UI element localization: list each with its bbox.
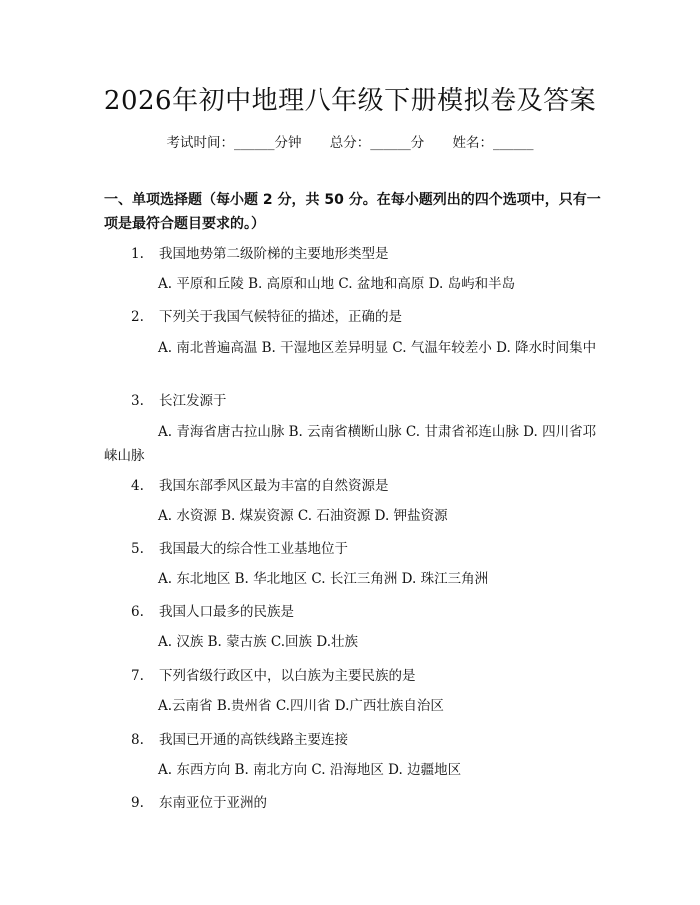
question-options: A. 水资源 B. 煤炭资源 C. 石油资源 D. 钾盐资源 <box>158 508 448 524</box>
question-text: 长江发源于 <box>159 393 227 409</box>
question-options: A.云南省 B.贵州省 C.四川省 D.广西壮族自治区 <box>158 698 444 714</box>
question-text: 我国东部季风区最为丰富的自然资源是 <box>159 478 389 494</box>
question-stem <box>131 602 601 622</box>
question-stem <box>131 730 601 750</box>
question-text: 东南亚位于亚洲的 <box>159 795 267 811</box>
question-text: 下列关于我国气候特征的描述，正确的是 <box>159 309 402 325</box>
question-text: 我国已开通的高铁线路主要连接 <box>159 732 348 748</box>
question-options: A. 东西方向 B. 南北方向 C. 沿海地区 D. 边疆地区 <box>158 762 462 778</box>
question-number: 7. <box>131 668 144 684</box>
student-name: 姓名：______ <box>452 135 534 151</box>
question-options: A. 汉族 B. 蒙古族 C.回族 D.壮族 <box>158 634 358 650</box>
question-options: A. 东北地区 B. 华北地区 C. 长江三角洲 D. 珠江三角洲 <box>158 571 489 587</box>
question-number: 2. <box>131 309 144 325</box>
question-stem <box>131 476 601 496</box>
question-stem <box>131 244 601 264</box>
exam-score: 总分：______分 <box>329 135 425 151</box>
question-stem <box>131 391 601 411</box>
question-options: A. 平原和丘陵 B. 高原和山地 C. 盆地和高原 D. 岛屿和半岛 <box>158 276 516 292</box>
question-text: 我国最大的综合性工业基地位于 <box>159 541 348 557</box>
question-text: 下列省级行政区中，以白族为主要民族的是 <box>159 668 416 684</box>
question-stem <box>131 793 601 813</box>
question-number: 3. <box>131 393 144 409</box>
question-stem <box>131 666 601 686</box>
exam-time: 考试时间：______分钟 <box>166 135 302 151</box>
question-options: A. 南北普遍高温 B. 干湿地区差异明显 C. 气温年较差小 D. 降水时间集中 <box>158 340 597 356</box>
exam-meta <box>0 131 700 151</box>
question-number: 4. <box>131 478 144 494</box>
question-number: 1. <box>131 246 144 262</box>
question-number: 6. <box>131 604 144 620</box>
question-stem <box>131 307 601 327</box>
question-text: 我国人口最多的民族是 <box>159 604 294 620</box>
question-number: 8. <box>131 732 144 748</box>
question-text: 我国地势第二级阶梯的主要地形类型是 <box>159 246 389 262</box>
page-title: 2026年初中地理八年级下册模拟卷及答案 <box>103 86 597 116</box>
question-number: 5. <box>131 541 144 557</box>
question-number: 9. <box>131 795 144 811</box>
section-heading: 一、单项选择题（每小题 2 分，共 50 分。在每小题列出的四个选项中，只有一项是最符合题目要求的。） <box>104 192 601 232</box>
question-options: A. 青海省唐古拉山脉 B. 云南省横断山脉 C. 甘肃省祁连山脉 D. 四川省邛崃山脉 <box>104 424 597 464</box>
question-stem <box>131 539 601 559</box>
